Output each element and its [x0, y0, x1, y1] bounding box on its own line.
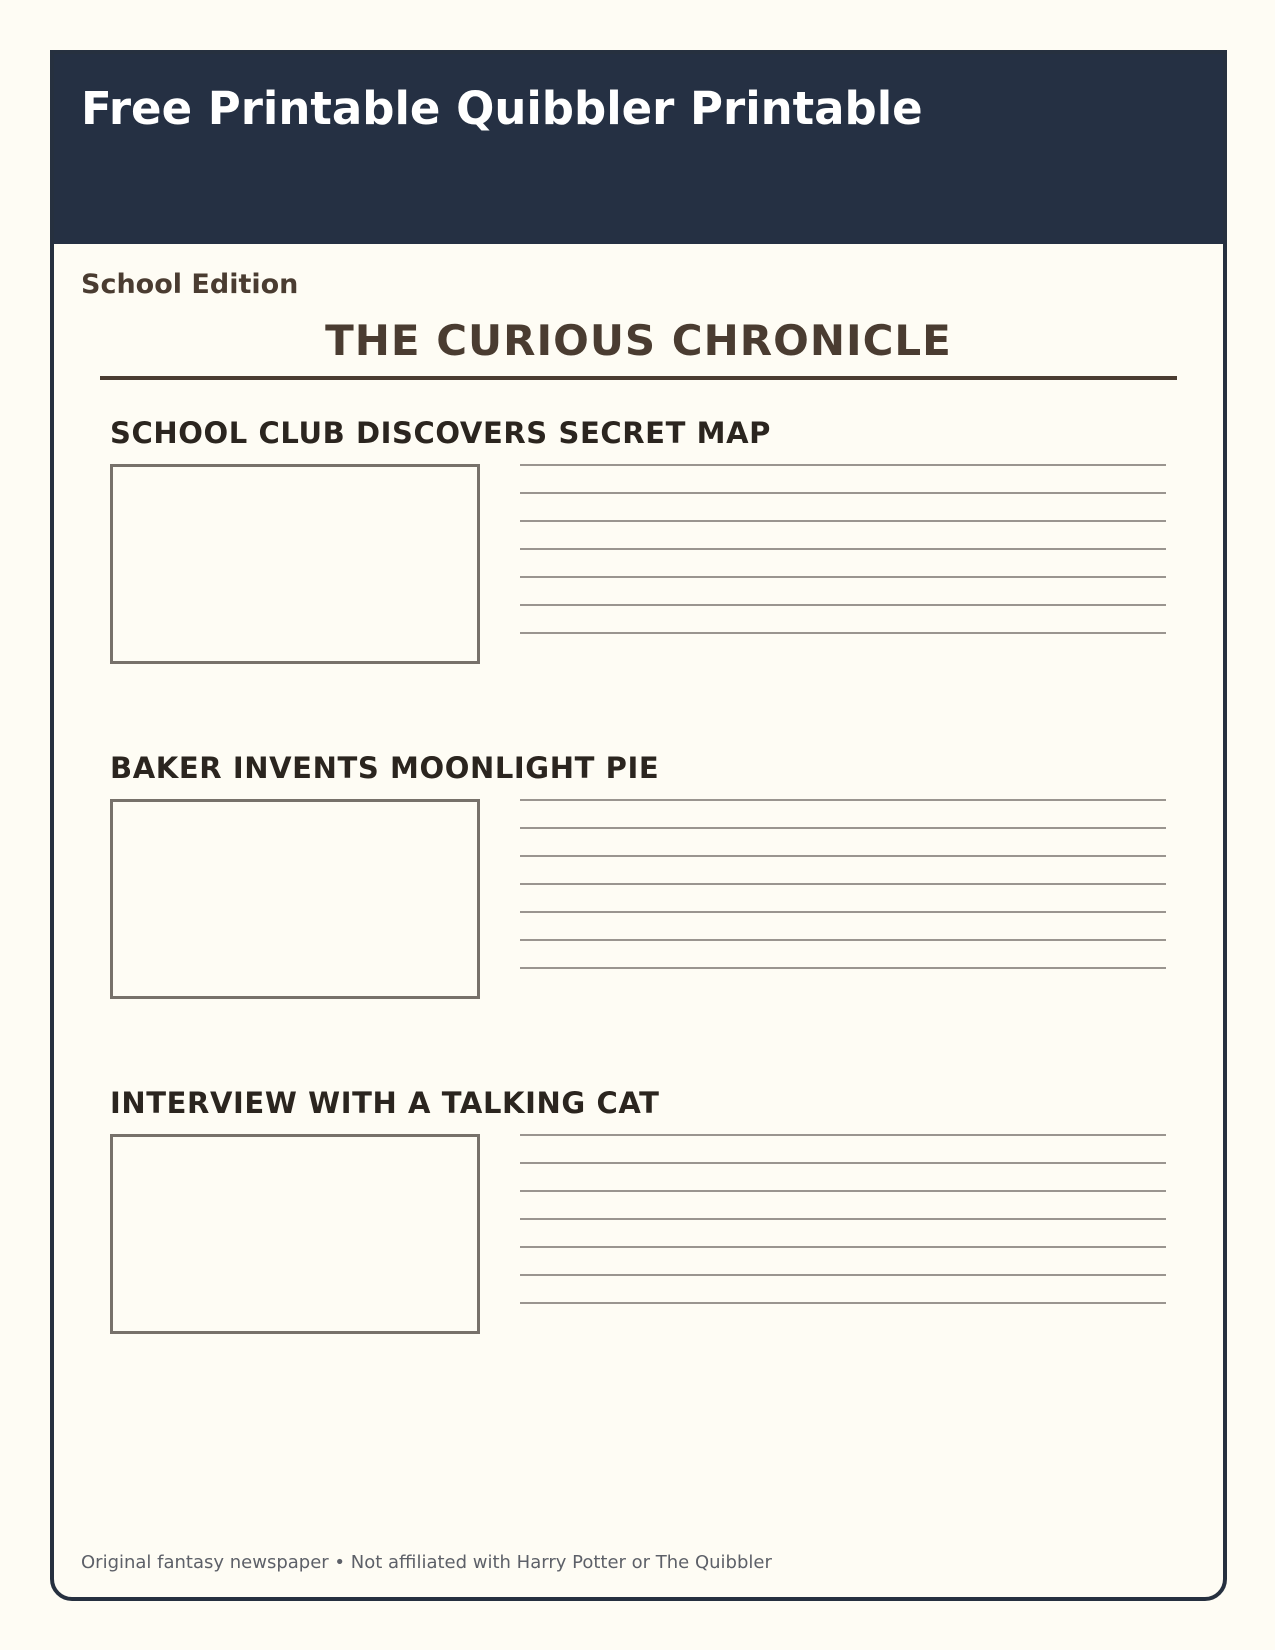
writing-line — [520, 1274, 1166, 1276]
writing-line — [520, 827, 1166, 829]
story-1 — [110, 416, 1190, 676]
writing-line — [520, 1302, 1166, 1304]
story-headline: BAKER INVENTS MOONLIGHT PIE — [110, 751, 660, 785]
photo-placeholder-box — [110, 464, 480, 664]
writing-lines — [520, 464, 1166, 660]
writing-line — [520, 799, 1166, 801]
writing-lines — [520, 799, 1166, 995]
newspaper-sheet — [50, 50, 1227, 1601]
masthead-divider — [100, 376, 1177, 380]
photo-placeholder-box — [110, 799, 480, 999]
edition-label: School Edition — [81, 269, 299, 300]
writing-lines — [520, 1134, 1166, 1330]
page-title: Free Printable Quibbler Printable — [81, 82, 923, 135]
writing-line — [520, 1246, 1166, 1248]
photo-placeholder-box — [110, 1134, 480, 1334]
story-headline: SCHOOL CLUB DISCOVERS SECRET MAP — [110, 416, 772, 450]
writing-line — [520, 1162, 1166, 1164]
story-3 — [110, 1086, 1190, 1346]
writing-line — [520, 548, 1166, 550]
header-band — [54, 54, 1223, 244]
writing-line — [520, 632, 1166, 634]
writing-line — [520, 1134, 1166, 1136]
writing-line — [520, 967, 1166, 969]
writing-line — [520, 855, 1166, 857]
writing-line — [520, 520, 1166, 522]
writing-line — [520, 911, 1166, 913]
story-headline: INTERVIEW WITH A TALKING CAT — [110, 1086, 660, 1120]
writing-line — [520, 1218, 1166, 1220]
story-2 — [110, 751, 1190, 1011]
writing-line — [520, 492, 1166, 494]
writing-line — [520, 939, 1166, 941]
newspaper-masthead: THE CURIOUS CHRONICLE — [325, 316, 952, 365]
writing-line — [520, 576, 1166, 578]
writing-line — [520, 1190, 1166, 1192]
footer-disclaimer: Original fantasy newspaper • Not affiliated with Harry Potter or The Quibbler — [81, 1552, 772, 1573]
writing-line — [520, 604, 1166, 606]
writing-line — [520, 883, 1166, 885]
writing-line — [520, 464, 1166, 466]
